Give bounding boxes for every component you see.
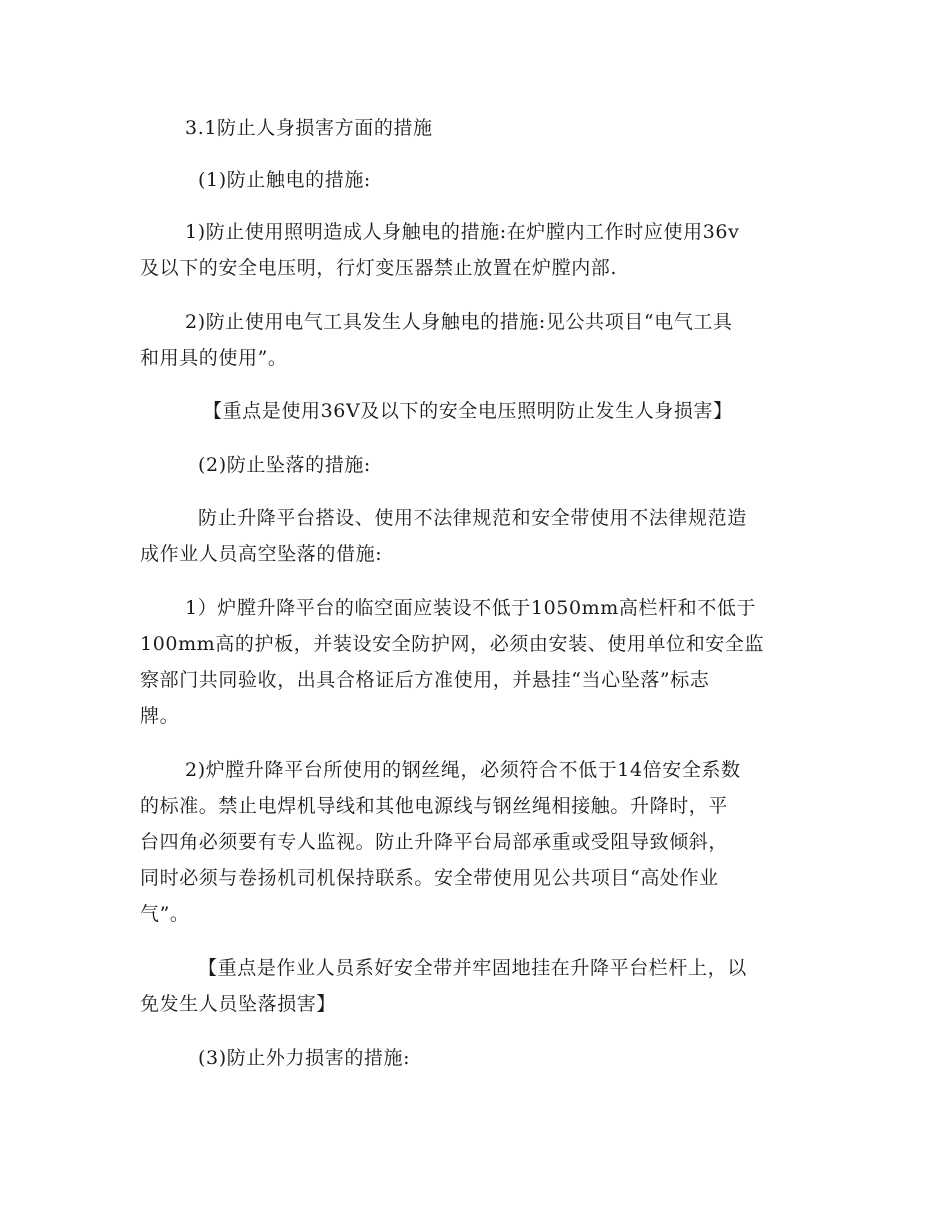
key-point-safe-voltage: 【重点是使用36V及以下的安全电压照明防止发生人身损害】 bbox=[203, 400, 733, 422]
paragraph-fall-intro-line-2: 成作业人员高空坠落的借施: bbox=[140, 543, 383, 565]
paragraph-platform-railing-line-2: 100mm高的护板，并装设安全防护网，必须由安装、使用单位和安全监 bbox=[140, 633, 765, 655]
section-title: 3.1防止人身损害方面的措施 bbox=[185, 117, 433, 139]
paragraph-wire-rope-line-3: 台四角必须要有专人监视。防止升降平台局部承重或受阻导致倾斜， bbox=[140, 831, 729, 853]
subsection-heading-external-force: (3)防止外力损害的措施: bbox=[198, 1047, 411, 1069]
paragraph-wire-rope-line-5: 气”。 bbox=[140, 903, 190, 925]
paragraph-lighting-line-2: 及以下的安全电压明，行灯变压器禁止放置在炉膛内部. bbox=[140, 257, 618, 279]
key-point-safety-belt-line-1: 【重点是作业人员系好安全带并牢固地挂在升降平台栏杆上，以 bbox=[198, 957, 747, 979]
subsection-heading-fall: (2)防止坠落的措施: bbox=[198, 454, 371, 476]
paragraph-electric-tools-line-2: 和用具的使用”。 bbox=[140, 347, 288, 369]
paragraph-lighting-line-1: 1)防止使用照明造成人身触电的措施:在炉膛内工作时应使用36v bbox=[185, 221, 740, 243]
subsection-heading-electric-shock: (1)防止触电的措施: bbox=[198, 169, 371, 191]
paragraph-platform-railing-line-4: 牌。 bbox=[140, 705, 180, 727]
paragraph-fall-intro-line-1: 防止升降平台搭设、使用不法律规范和安全带使用不法律规范造 bbox=[198, 507, 747, 529]
paragraph-electric-tools-line-1: 2)防止使用电气工具发生人身触电的措施:见公共项目“电气工具 bbox=[185, 311, 733, 333]
paragraph-platform-railing-line-1: 1）炉膛升降平台的临空面应装设不低于1050mm高栏杆和不低于 bbox=[185, 597, 757, 619]
paragraph-wire-rope-line-2: 的标准。禁止电焊机导线和其他电源线与钢丝绳相接触。升降时，平 bbox=[140, 795, 729, 817]
paragraph-platform-railing-line-3: 察部门共同验收，出具合格证后方准使用，并悬挂“当心坠落”标志 bbox=[140, 669, 710, 691]
paragraph-wire-rope-line-4: 同时必须与卷扬机司机保持联系。安全带使用见公共项目“高处作业 bbox=[140, 867, 719, 889]
paragraph-wire-rope-line-1: 2)炉膛升降平台所使用的钢丝绳，必须符合不低于14倍安全系数 bbox=[185, 759, 741, 781]
key-point-safety-belt-line-2: 免发生人员坠落损害】 bbox=[140, 993, 337, 1015]
